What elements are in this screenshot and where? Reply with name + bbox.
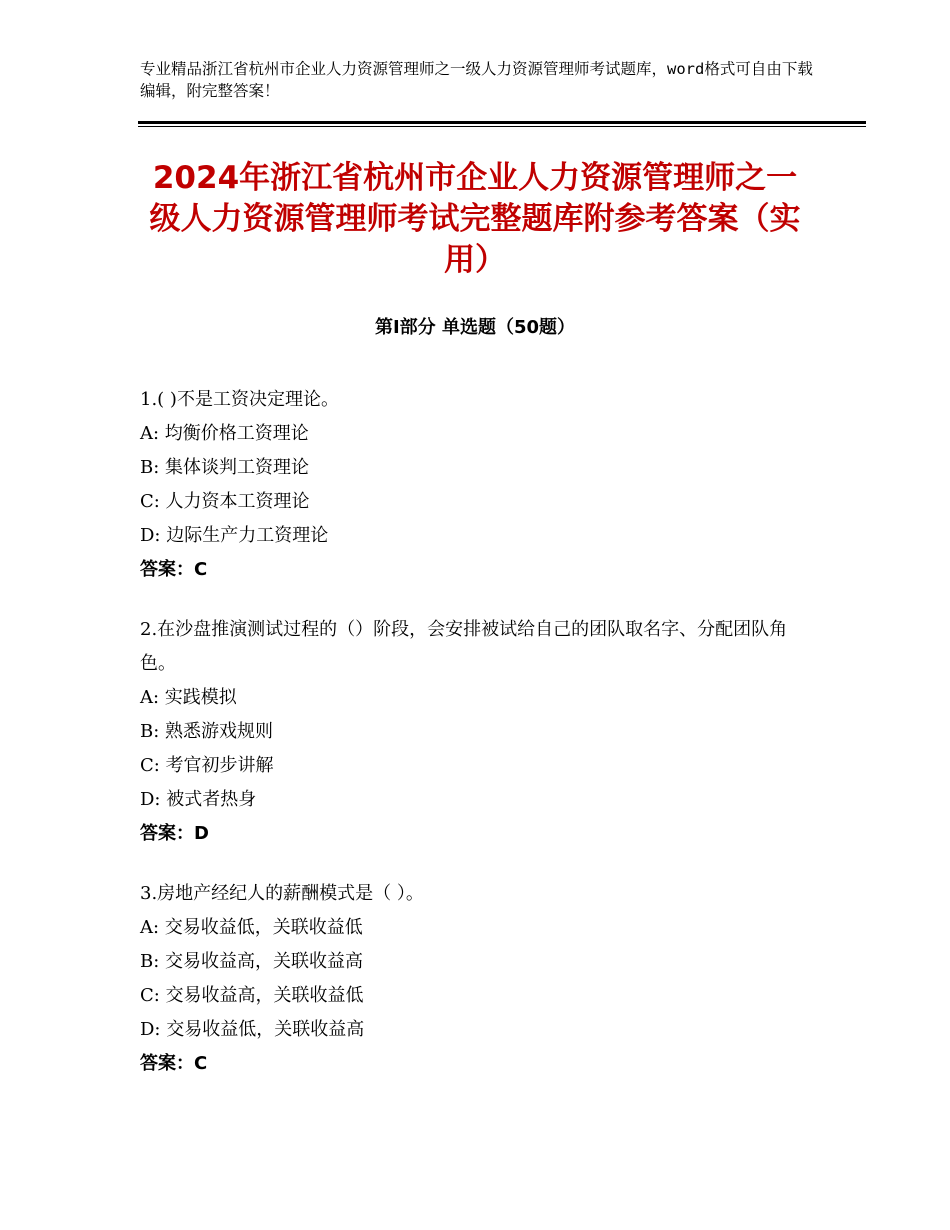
option-b: B: 集体谈判工资理论 bbox=[140, 457, 310, 478]
option-d: D: 边际生产力工资理论 bbox=[140, 525, 329, 546]
option-a: A: 交易收益低，关联收益低 bbox=[140, 917, 363, 938]
section-heading: 第Ⅰ部分 单选题（50题） bbox=[374, 317, 575, 338]
answer: 答案：C bbox=[140, 1053, 208, 1074]
header-rule-thin bbox=[138, 126, 866, 127]
answer: 答案：C bbox=[140, 559, 208, 580]
option-d: D: 交易收益低，关联收益高 bbox=[140, 1019, 365, 1040]
option-d: D: 被式者热身 bbox=[140, 789, 257, 810]
option-b: B: 熟悉游戏规则 bbox=[140, 721, 274, 742]
option-c: C: 人力资本工资理论 bbox=[140, 491, 310, 512]
question-2 bbox=[140, 613, 820, 851]
option-a: A: 实践模拟 bbox=[140, 687, 237, 708]
header-rule-thick bbox=[138, 121, 866, 124]
answer: 答案：D bbox=[140, 823, 209, 844]
question-stem: 3.房地产经纪人的薪酬模式是（ ）。 bbox=[140, 883, 424, 904]
question-1 bbox=[140, 383, 820, 587]
document-title: 2024年浙江省杭州市企业人力资源管理师之一级人力资源管理师考试完整题库附参考答案（实用） bbox=[149, 160, 801, 278]
question-list bbox=[140, 383, 820, 1107]
question-3 bbox=[140, 877, 820, 1081]
question-stem: 1.( )不是工资决定理论。 bbox=[140, 389, 339, 410]
option-c: C: 交易收益高，关联收益低 bbox=[140, 985, 364, 1006]
question-stem: 2.在沙盘推演测试过程的（）阶段，会安排被试给自己的团队取名字、分配团队角色。 bbox=[140, 619, 788, 674]
option-b: B: 交易收益高，关联收益高 bbox=[140, 951, 364, 972]
option-c: C: 考官初步讲解 bbox=[140, 755, 274, 776]
header-note: 专业精品浙江省杭州市企业人力资源管理师之一级人力资源管理师考试题库，word格式可自由下载编辑，附完整答案！ bbox=[140, 60, 813, 100]
option-a: A: 均衡价格工资理论 bbox=[140, 423, 309, 444]
